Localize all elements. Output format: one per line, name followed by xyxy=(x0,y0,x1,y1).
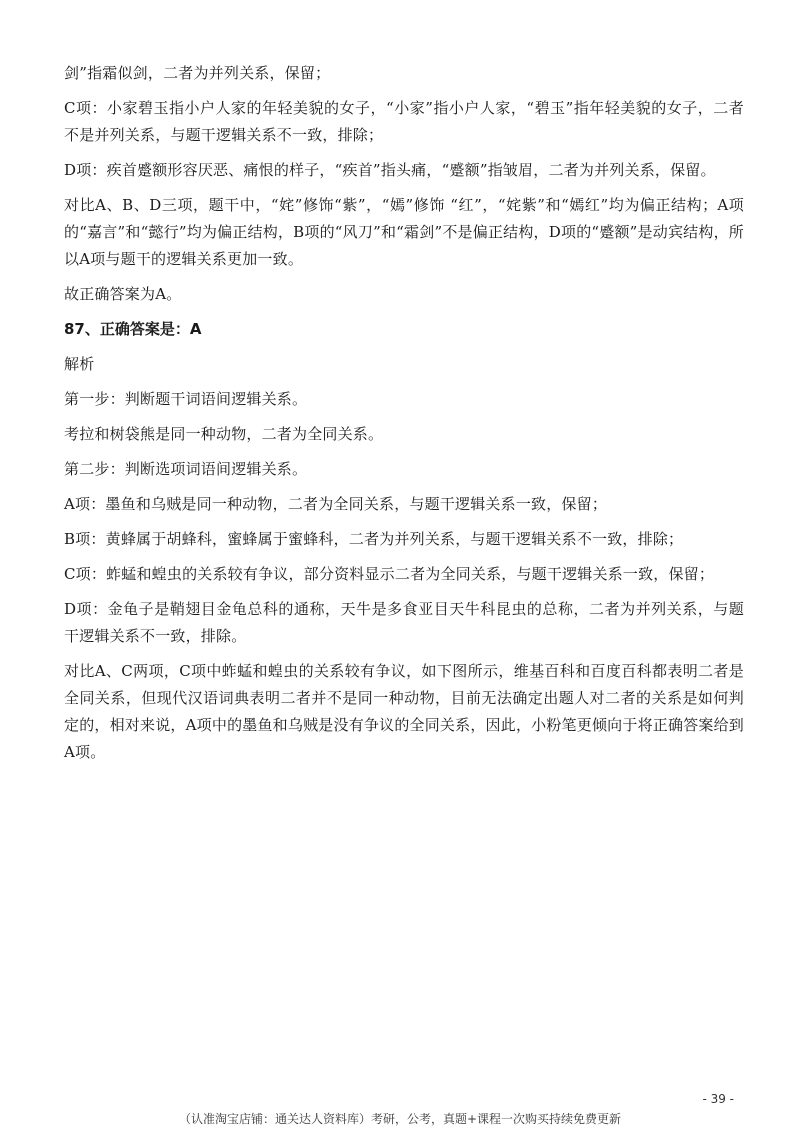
paragraph: 故正确答案为A。 xyxy=(64,285,182,303)
page-number: - 39 - xyxy=(702,1092,734,1106)
paragraph: 对比A、B、D三项，题干中，“姹”修饰“紫”，“嫣”修饰 “红”，“姹紫”和“嫣红”均为偏正结构；A项的“嘉言”和“懿行”均为偏正结构，B项的“风刀”和“霜剑”不是偏正结构，D项的“蹙额”是动宾结构，所以A项与题干的逻辑关系更加一致。 xyxy=(64,196,744,268)
paragraph: B项：黄蜂属于胡蜂科，蜜蜂属于蜜蜂科，二者为并列关系，与题干逻辑关系不一致，排除； xyxy=(64,530,684,548)
paragraph: 对比A、C两项，C项中蚱蜢和蝗虫的关系较有争议，如下图所示，维基百科和百度百科都表明二者是全同关系，但现代汉语词典表明二者并不是同一种动物，目前无法确定出题人对二者的关系是如何判定的，相对来说，A项中的墨鱼和乌贼是没有争议的全同关系，因此，小粉笔更倾向于将正确答案给到A项。 xyxy=(64,662,744,761)
page-footer: （认准淘宝店铺：通关达人资料库）考研，公考，真题+课程一次购买持续免费更新 xyxy=(178,1112,622,1126)
paragraph: A项：墨鱼和乌贼是同一种动物，二者为全同关系，与题干逻辑关系一致，保留； xyxy=(64,495,608,513)
paragraph: 解析 xyxy=(64,355,95,373)
paragraph: C项：蚱蜢和蝗虫的关系较有争议，部分资料显示二者为全同关系，与题干逻辑关系一致，保留； xyxy=(64,565,715,583)
paragraph: 第二步：判断选项词语间逻辑关系。 xyxy=(64,460,308,478)
paragraph: 考拉和树袋熊是同一种动物，二者为全同关系。 xyxy=(64,425,384,443)
paragraph: 第一步：判断题干词语间逻辑关系。 xyxy=(64,390,308,408)
paragraph: D项：金龟子是鞘翅目金龟总科的通称，天牛是多食亚目天牛科昆虫的总称，二者为并列关系，与题干逻辑关系不一致，排除。 xyxy=(64,600,744,645)
paragraph: 剑”指霜似剑，二者为并列关系，保留； xyxy=(64,64,331,82)
document-body xyxy=(64,60,744,774)
paragraph: C项：小家碧玉指小户人家的年轻美貌的女子，“小家”指小户人家，“碧玉”指年轻美貌的女子，二者不是并列关系，与题干逻辑关系不一致，排除； xyxy=(64,99,744,144)
answer-heading: 87、正确答案是：A xyxy=(64,320,202,338)
paragraph: D项：疾首蹙额形容厌恶、痛恨的样子，“疾首”指头痛，“蹙额”指皱眉，二者为并列关系，保留。 xyxy=(64,161,716,179)
